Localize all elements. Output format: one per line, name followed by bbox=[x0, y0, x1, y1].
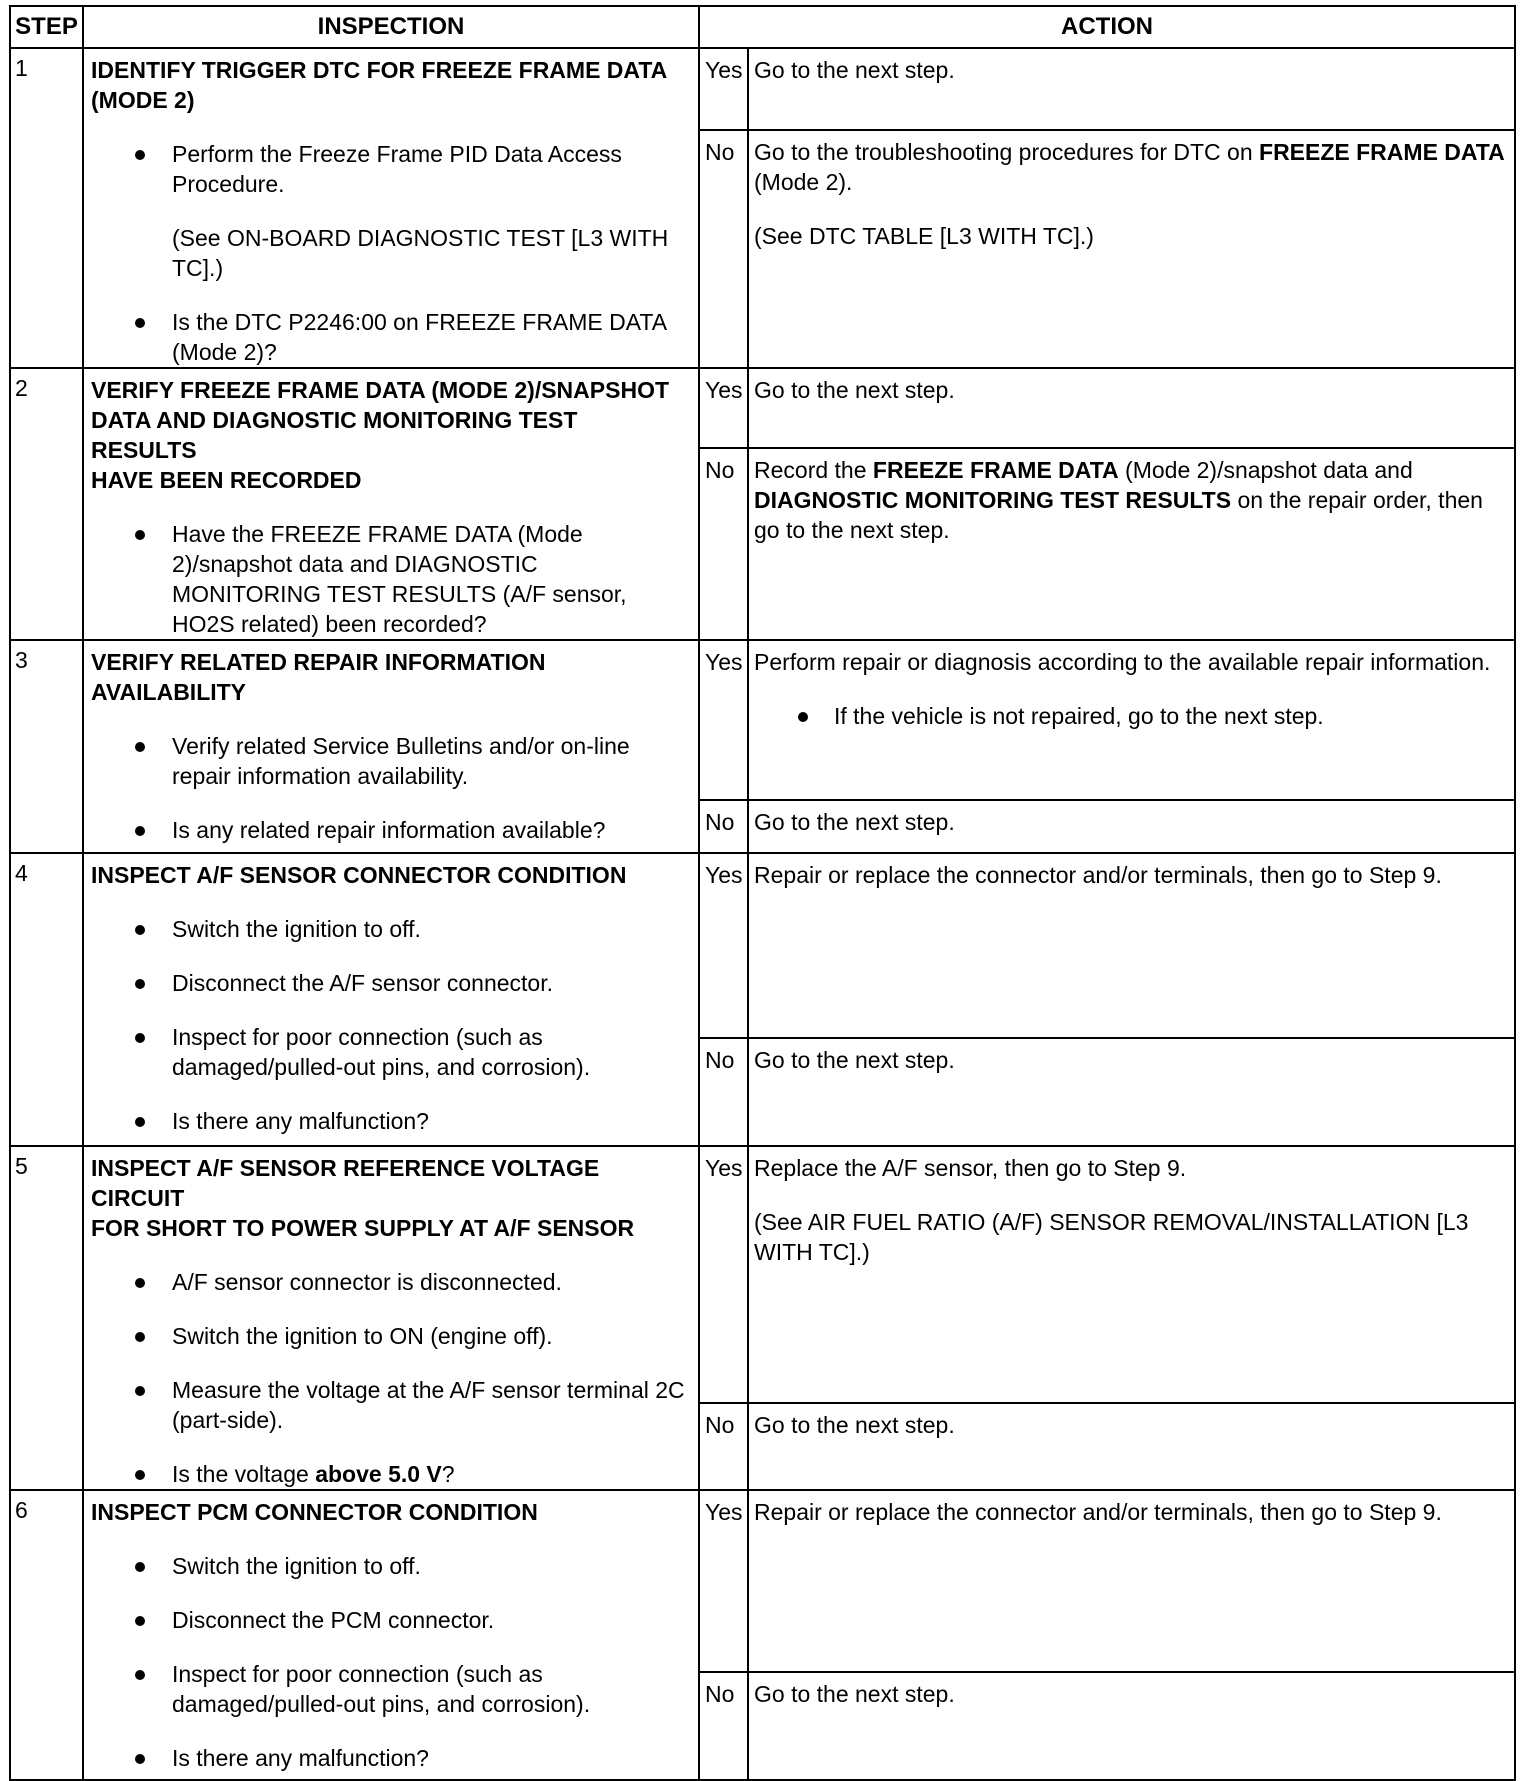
bullet-item: Switch the ignition to off. bbox=[91, 1551, 686, 1581]
no-action bbox=[748, 448, 1515, 640]
step-number: 3 bbox=[10, 640, 83, 853]
bullet-item: Inspect for poor connection (such as damaged/pulled-out pins, and corrosion). bbox=[91, 1659, 686, 1719]
bullet-item: If the vehicle is not repaired, go to the next step. bbox=[754, 701, 1506, 731]
title-line: IDENTIFY TRIGGER DTC FOR FREEZE FRAME DATA bbox=[91, 57, 668, 83]
step-title bbox=[91, 375, 686, 495]
bullet-text: ? bbox=[441, 1461, 455, 1487]
action-text: (Mode 2)/snapshot data and bbox=[1118, 457, 1413, 483]
bullet-item: Is there any malfunction? bbox=[91, 1106, 686, 1136]
inspection-bullets bbox=[91, 914, 686, 1136]
action-text: Perform repair or diagnosis according to the available repair information. bbox=[754, 649, 1491, 675]
bullet-item: Verify related Service Bulletins and/or on-line repair information availability. bbox=[91, 731, 686, 791]
no-label: No bbox=[699, 800, 748, 853]
yes-action: Go to the next step. bbox=[748, 48, 1515, 130]
step-number: 6 bbox=[10, 1490, 83, 1780]
title-line: VERIFY FREEZE FRAME DATA (MODE 2)/SNAPSHOT bbox=[91, 377, 670, 403]
bullet-item: Is the DTC P2246:00 on FREEZE FRAME DATA (Mode 2)? bbox=[91, 307, 686, 367]
inspection-cell bbox=[83, 48, 699, 368]
inspection-bullets bbox=[91, 1267, 686, 1489]
step-title bbox=[91, 647, 686, 707]
action-text: (Mode 2). bbox=[754, 168, 853, 195]
bullet-text: Is the voltage bbox=[172, 1461, 316, 1487]
inspection-bullets bbox=[91, 1551, 686, 1773]
step-1-row-yes bbox=[10, 48, 1515, 130]
yes-action bbox=[748, 640, 1515, 800]
header-action: ACTION bbox=[699, 6, 1515, 48]
action-text: on the repair order, then go to the next step. bbox=[754, 487, 1483, 543]
no-label: No bbox=[699, 130, 748, 368]
bullet-item: Perform the Freeze Frame PID Data Access Procedure. bbox=[91, 139, 686, 199]
bullet-emphasis: above 5.0 V bbox=[315, 1461, 442, 1487]
yes-action bbox=[748, 1146, 1515, 1403]
reference-note: (See AIR FUEL RATIO (A/F) SENSOR REMOVAL/INSTALLATION [L3 WITH TC].) bbox=[754, 1209, 1469, 1265]
no-action: Go to the next step. bbox=[748, 800, 1515, 853]
no-action: Go to the next step. bbox=[748, 1403, 1515, 1490]
header-inspection: INSPECTION bbox=[83, 6, 699, 48]
no-label: No bbox=[699, 1403, 748, 1490]
yes-label: Yes bbox=[699, 1146, 748, 1403]
bullet-item: Have the FREEZE FRAME DATA (Mode 2)/snapshot data and DIAGNOSTIC MONITORING TEST RESULTS (A/F sensor, HO2S related) been recorded? bbox=[91, 519, 686, 639]
no-label: No bbox=[699, 448, 748, 640]
yes-action: Repair or replace the connector and/or terminals, then go to Step 9. bbox=[748, 853, 1515, 1038]
inspection-bullets bbox=[91, 307, 686, 367]
yes-label: Yes bbox=[699, 640, 748, 800]
bullet-item: Is any related repair information available? bbox=[91, 815, 686, 845]
step-title bbox=[91, 55, 686, 115]
action-text: Replace the A/F sensor, then go to Step 9. bbox=[754, 1155, 1187, 1181]
step-2-row-yes bbox=[10, 368, 1515, 448]
action-bullets bbox=[754, 701, 1506, 731]
yes-action: Repair or replace the connector and/or terminals, then go to Step 9. bbox=[748, 1490, 1515, 1672]
action-text: Go to the troubleshooting procedures for DTC on bbox=[754, 138, 1260, 165]
no-label: No bbox=[699, 1672, 748, 1780]
title-line: VERIFY RELATED REPAIR INFORMATION bbox=[91, 649, 546, 675]
inspection-cell bbox=[83, 640, 699, 853]
no-label: No bbox=[699, 1038, 748, 1146]
bullet-item: Is there any malfunction? bbox=[91, 1743, 686, 1773]
inspection-cell bbox=[83, 853, 699, 1146]
title-line: INSPECT A/F SENSOR REFERENCE VOLTAGE CIRCUIT bbox=[91, 1155, 600, 1211]
step-4-row-yes bbox=[10, 853, 1515, 1038]
title-line: INSPECT A/F SENSOR CONNECTOR CONDITION bbox=[91, 862, 627, 888]
step-number: 5 bbox=[10, 1146, 83, 1490]
step-number: 4 bbox=[10, 853, 83, 1146]
inspection-cell bbox=[83, 1146, 699, 1490]
action-emphasis: FREEZE FRAME DATA bbox=[872, 457, 1119, 483]
no-action bbox=[748, 130, 1515, 368]
diagnostic-table bbox=[9, 5, 1516, 1781]
step-number: 2 bbox=[10, 368, 83, 640]
step-5-row-yes bbox=[10, 1146, 1515, 1403]
inspection-bullets bbox=[91, 731, 686, 845]
inspection-bullets bbox=[91, 139, 686, 199]
bullet-item: Disconnect the A/F sensor connector. bbox=[91, 968, 686, 998]
yes-label: Yes bbox=[699, 368, 748, 448]
reference-note: (See DTC TABLE [L3 WITH TC].) bbox=[754, 222, 1094, 249]
bullet-item: Inspect for poor connection (such as damaged/pulled-out pins, and corrosion). bbox=[91, 1022, 686, 1082]
title-line: FOR SHORT TO POWER SUPPLY AT A/F SENSOR bbox=[91, 1215, 635, 1241]
step-number: 1 bbox=[10, 48, 83, 368]
bullet-item: Switch the ignition to off. bbox=[91, 914, 686, 944]
action-emphasis: FREEZE FRAME DATA bbox=[1259, 138, 1505, 165]
title-line: DATA AND DIAGNOSTIC MONITORING TEST RESULTS bbox=[91, 407, 578, 463]
bullet-item bbox=[91, 1459, 686, 1489]
diagnostic-procedure-document bbox=[9, 5, 1514, 1771]
step-3-row-yes bbox=[10, 640, 1515, 800]
step-6-row-yes bbox=[10, 1490, 1515, 1672]
header-step: STEP bbox=[10, 6, 83, 48]
title-line: HAVE BEEN RECORDED bbox=[91, 467, 362, 493]
bullet-item: A/F sensor connector is disconnected. bbox=[91, 1267, 686, 1297]
bullet-item: Switch the ignition to ON (engine off). bbox=[91, 1321, 686, 1351]
yes-label: Yes bbox=[699, 1490, 748, 1672]
yes-label: Yes bbox=[699, 853, 748, 1038]
action-text: Record the bbox=[754, 457, 873, 483]
title-line: (MODE 2) bbox=[91, 87, 195, 113]
inspection-cell bbox=[83, 1490, 699, 1780]
no-action: Go to the next step. bbox=[748, 1038, 1515, 1146]
reference-note: (See ON-BOARD DIAGNOSTIC TEST [L3 WITH TC].) bbox=[172, 225, 669, 281]
inspection-cell bbox=[83, 368, 699, 640]
no-action: Go to the next step. bbox=[748, 1672, 1515, 1780]
bullet-item: Disconnect the PCM connector. bbox=[91, 1605, 686, 1635]
inspection-bullets bbox=[91, 519, 686, 639]
yes-action: Go to the next step. bbox=[748, 368, 1515, 448]
step-title bbox=[91, 1497, 686, 1527]
yes-label: Yes bbox=[699, 48, 748, 130]
action-emphasis: DIAGNOSTIC MONITORING TEST RESULTS bbox=[754, 487, 1232, 513]
step-title bbox=[91, 1153, 686, 1243]
title-line: AVAILABILITY bbox=[91, 679, 247, 705]
step-title bbox=[91, 860, 686, 890]
bullet-item: Measure the voltage at the A/F sensor terminal 2C (part-side). bbox=[91, 1375, 686, 1435]
header-row bbox=[10, 6, 1515, 48]
title-line: INSPECT PCM CONNECTOR CONDITION bbox=[91, 1499, 538, 1525]
